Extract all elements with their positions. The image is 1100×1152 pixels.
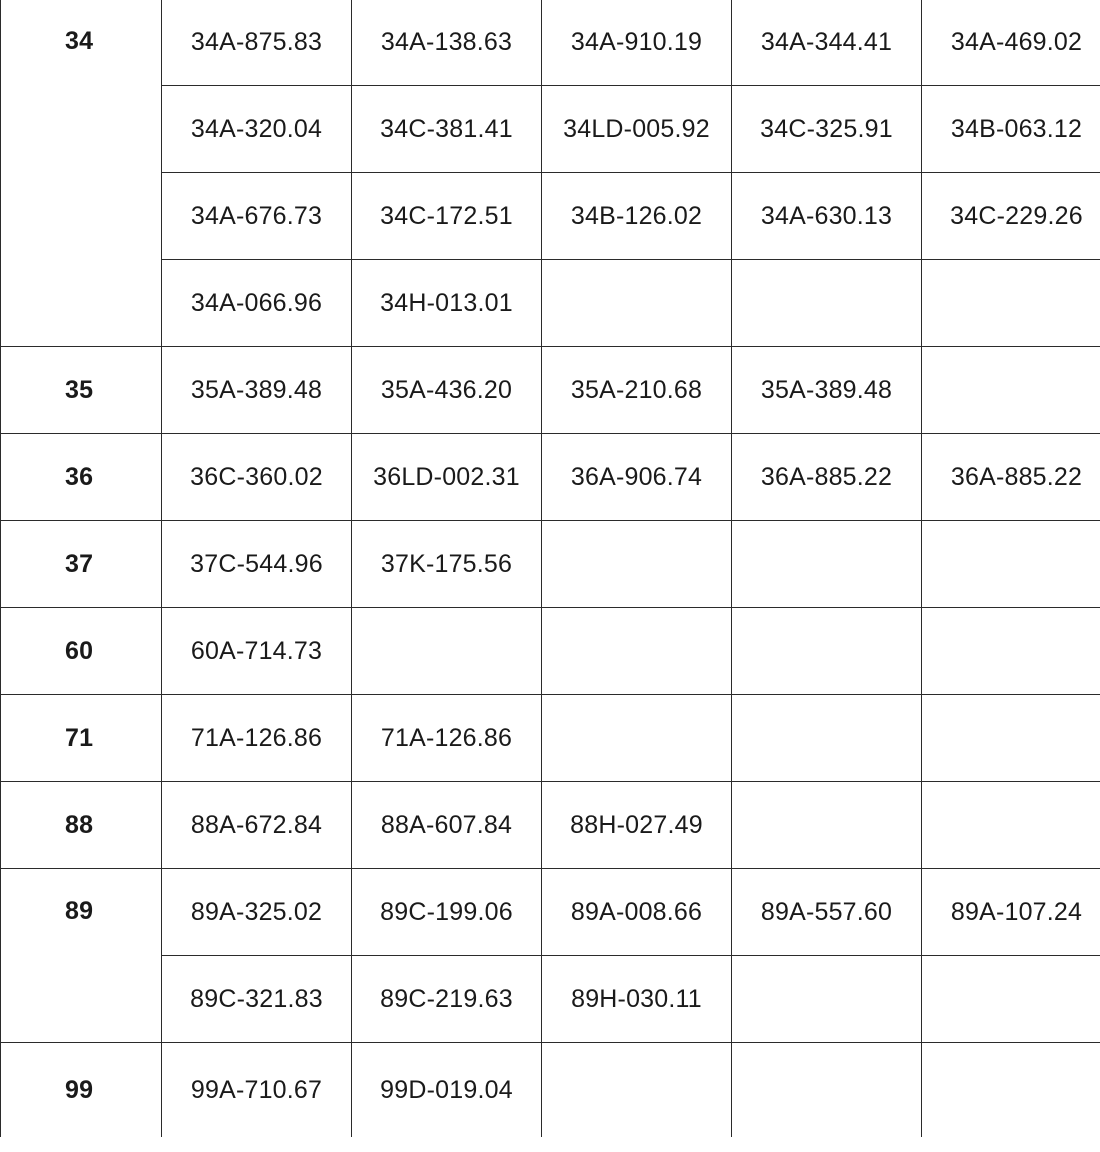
plate-number-cell: 37K-175.56 — [352, 521, 542, 608]
province-code-cell: 99 — [1, 1043, 162, 1138]
province-code-cell: 36 — [1, 434, 162, 521]
table-row — [1, 608, 1100, 695]
province-code-cell: 60 — [1, 608, 162, 695]
plate-number-cell: 89C-219.63 — [352, 956, 542, 1043]
plate-number-cell: 34C-325.91 — [732, 86, 922, 173]
plate-number-cell: 88A-607.84 — [352, 782, 542, 869]
plate-number-cell — [922, 782, 1100, 869]
plate-number-cell — [732, 521, 922, 608]
plate-number-cell: 34C-229.26 — [922, 173, 1100, 260]
plate-number-cell: 34B-063.12 — [922, 86, 1100, 173]
plate-number-cell: 34A-910.19 — [542, 0, 732, 86]
plate-number-cell: 36A-885.22 — [732, 434, 922, 521]
table-row — [1, 695, 1100, 782]
plate-number-cell — [922, 695, 1100, 782]
plate-number-cell: 71A-126.86 — [162, 695, 352, 782]
plate-number-cell — [542, 1043, 732, 1138]
plate-number-cell: 89A-008.66 — [542, 869, 732, 956]
plate-number-cell: 34A-066.96 — [162, 260, 352, 347]
plate-number-cell: 88H-027.49 — [542, 782, 732, 869]
plate-number-cell: 89C-321.83 — [162, 956, 352, 1043]
province-code-cell: 88 — [1, 782, 162, 869]
plate-number-cell: 35A-389.48 — [732, 347, 922, 434]
plate-number-cell: 34A-344.41 — [732, 0, 922, 86]
plate-number-cell — [732, 1043, 922, 1138]
plate-number-cell — [922, 1043, 1100, 1138]
province-code-cell: 37 — [1, 521, 162, 608]
plate-number-cell — [732, 782, 922, 869]
plate-number-cell: 34A-320.04 — [162, 86, 352, 173]
province-code-cell: 89 — [1, 869, 162, 1043]
plate-number-cell — [732, 260, 922, 347]
plate-number-cell: 35A-210.68 — [542, 347, 732, 434]
plate-number-cell: 37C-544.96 — [162, 521, 352, 608]
plate-number-cell: 88A-672.84 — [162, 782, 352, 869]
table-row — [1, 0, 1100, 86]
plate-number-cell: 99D-019.04 — [352, 1043, 542, 1138]
province-code-cell: 35 — [1, 347, 162, 434]
plate-number-cell — [542, 608, 732, 695]
table-row — [1, 173, 1100, 260]
plate-number-cell: 36C-360.02 — [162, 434, 352, 521]
plate-number-cell — [542, 260, 732, 347]
table-row — [1, 347, 1100, 434]
plate-number-cell: 71A-126.86 — [352, 695, 542, 782]
plate-number-cell: 89A-107.24 — [922, 869, 1100, 956]
plate-number-cell: 89H-030.11 — [542, 956, 732, 1043]
plate-number-cell: 34C-172.51 — [352, 173, 542, 260]
plate-number-cell — [922, 260, 1100, 347]
plate-number-cell: 36LD-002.31 — [352, 434, 542, 521]
plate-number-cell: 34A-469.02 — [922, 0, 1100, 86]
plate-number-cell: 89A-325.02 — [162, 869, 352, 956]
table-row — [1, 434, 1100, 521]
plate-number-cell: 35A-389.48 — [162, 347, 352, 434]
plate-number-cell: 99A-710.67 — [162, 1043, 352, 1138]
plate-number-cell — [922, 521, 1100, 608]
plate-number-cell: 34A-875.83 — [162, 0, 352, 86]
plate-number-cell: 36A-885.22 — [922, 434, 1100, 521]
plate-number-cell — [542, 695, 732, 782]
plate-number-cell — [732, 956, 922, 1043]
plate-number-cell: 34H-013.01 — [352, 260, 542, 347]
province-code-cell: 71 — [1, 695, 162, 782]
plate-number-cell — [732, 608, 922, 695]
plate-number-cell: 34A-138.63 — [352, 0, 542, 86]
plate-table-body — [1, 0, 1100, 1137]
table-row — [1, 782, 1100, 869]
plate-number-cell — [352, 608, 542, 695]
table-row — [1, 869, 1100, 956]
plate-number-cell: 34A-676.73 — [162, 173, 352, 260]
plate-number-cell — [732, 695, 922, 782]
table-row — [1, 956, 1100, 1043]
table-row — [1, 521, 1100, 608]
plate-number-cell: 89A-557.60 — [732, 869, 922, 956]
province-code-cell: 34 — [1, 0, 162, 347]
plate-number-cell: 35A-436.20 — [352, 347, 542, 434]
plate-number-cell: 60A-714.73 — [162, 608, 352, 695]
plate-number-cell — [922, 347, 1100, 434]
plate-number-cell: 34A-630.13 — [732, 173, 922, 260]
table-row — [1, 1043, 1100, 1138]
plate-number-cell — [922, 956, 1100, 1043]
table-row — [1, 86, 1100, 173]
table-row — [1, 260, 1100, 347]
plate-number-cell: 34B-126.02 — [542, 173, 732, 260]
plate-number-cell: 36A-906.74 — [542, 434, 732, 521]
plate-number-cell: 34LD-005.92 — [542, 86, 732, 173]
plate-number-cell: 89C-199.06 — [352, 869, 542, 956]
plate-number-cell: 34C-381.41 — [352, 86, 542, 173]
plate-number-cell — [542, 521, 732, 608]
plate-number-cell — [922, 608, 1100, 695]
